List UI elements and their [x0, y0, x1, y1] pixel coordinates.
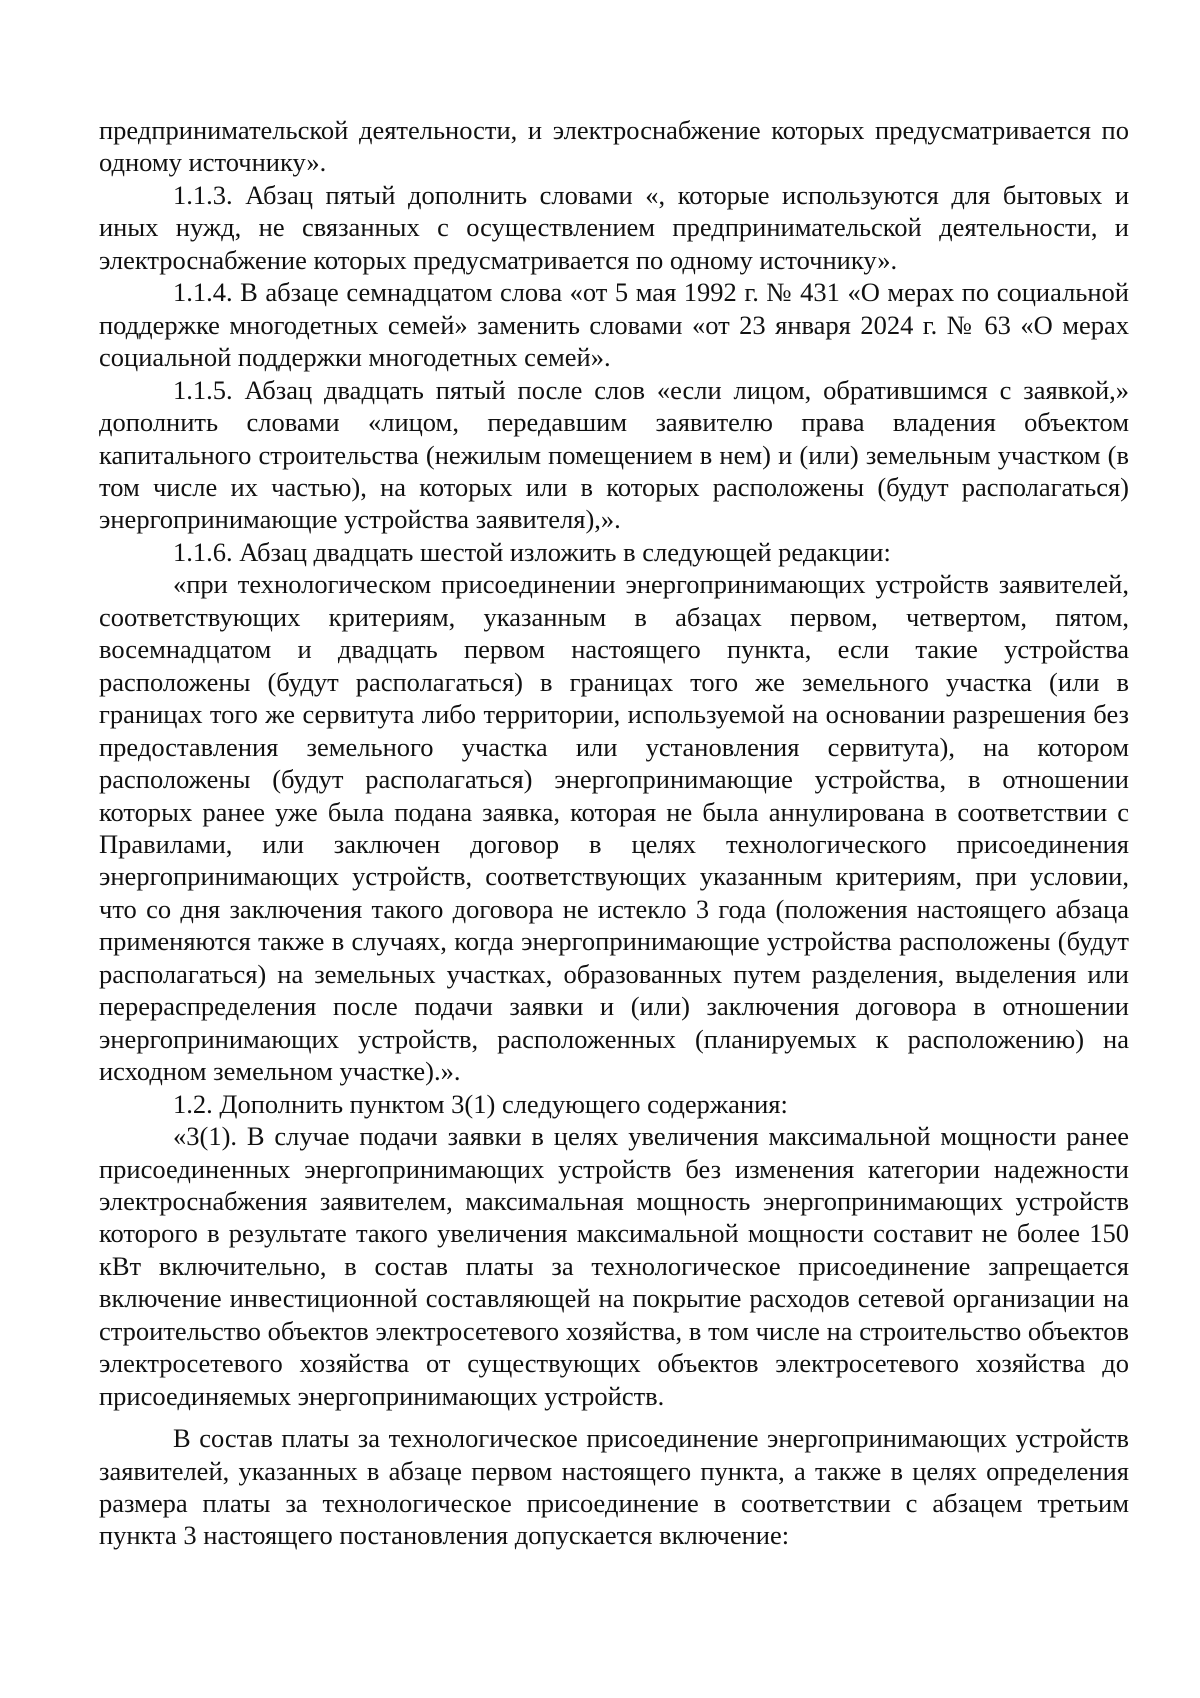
paragraph-fee-composition: В состав платы за технологическое присоединение энергопринимающих устройств заявителей, указанных в абзаце первом настоящего пункта, а также в целях определения размера платы за технологическое присоединение в соответствии с абзацем третьим пункта 3 настоящего постановления допускается включение:	[99, 1423, 1129, 1551]
paragraph-1-1-6: 1.1.6. Абзац двадцать шестой изложить в следующей редакции:	[173, 536, 891, 567]
paragraph-1-1-3: 1.1.3. Абзац пятый дополнить словами «, которые используются для бытовых и иных нужд, не связанных с осуществлением предпринимательской деятельности, и электроснабжение которых предусматривается по одному источнику».	[99, 179, 1129, 275]
paragraph-1-1-4: 1.1.4. В абзаце семнадцатом слова «от 5 мая 1992 г. № 431 «О мерах по социальной поддержке многодетных семей» заменить словами «от 23 января 2024 г. № 63 «О мерах социальной поддержки многодетных семей».	[99, 277, 1129, 373]
paragraph-continuation: предпринимательской деятельности, и электроснабжение которых предусматривается по одному источнику».	[99, 115, 1129, 178]
paragraph-1-2: 1.2. Дополнить пунктом 3(1) следующего содержания:	[173, 1088, 788, 1119]
paragraph-1-1-5: 1.1.5. Абзац двадцать пятый после слов «если лицом, обратившимся с заявкой,» дополнить словами «лицом, передавшим заявителю права владения объектом капитального строительства (нежилым помещением в нем) и (или) земельным участком (в том числе их частью), на которых или в которых расположены (будут располагаться) энергопринимающие устройства заявителя),».	[99, 374, 1129, 535]
document-page	[99, 114, 1129, 1552]
paragraph-quoted-abzac: «при технологическом присоединении энергопринимающих устройств заявителей, соответствующих критериям, указанным в абзацах первом, четвертом, пятом, восемнадцатом и двадцать первом настоящего пункта, если такие устройства расположены (будут располагаться) в границах того же земельного участка (или в границах того же сервитута либо территории, используемой на основании разрешения без предоставления земельного участка или установления сервитута), на котором расположены (будут располагаться) энергопринимающие устройства, в отношении которых ранее уже была подана заявка, которая не была аннулирована в соответствии с Правилами, или заключен договор в целях технологического присоединения энергопринимающих устройств, соответствующих указанным критериям, при условии, что со дня заключения такого договора не истекло 3 года (положения настоящего абзаца применяются также в случаях, когда энергопринимающие устройства расположены (будут располагаться) на земельных участках, образованных путем разделения, выделения или перераспределения после подачи заявки и (или) заключения договора в отношении энергопринимающих устройств, расположенных (планируемых к расположению) на исходном земельном участке).».	[99, 569, 1129, 1087]
paragraph-3-1: «3(1). В случае подачи заявки в целях увеличения максимальной мощности ранее присоединенных энергопринимающих устройств без изменения категории надежности электроснабжения заявителем, максимальная мощность энергопринимающих устройств которого в результате такого увеличения максимальной мощности составит не более 150 кВт включительно, в состав платы за технологическое присоединение запрещается включение инвестиционной составляющей на покрытие расходов сетевой организации на строительство объектов электросетевого хозяйства, в том числе на строительство объектов электросетевого хозяйства от существующих объектов электросетевого хозяйства до присоединяемых энергопринимающих устройств.	[99, 1121, 1129, 1411]
